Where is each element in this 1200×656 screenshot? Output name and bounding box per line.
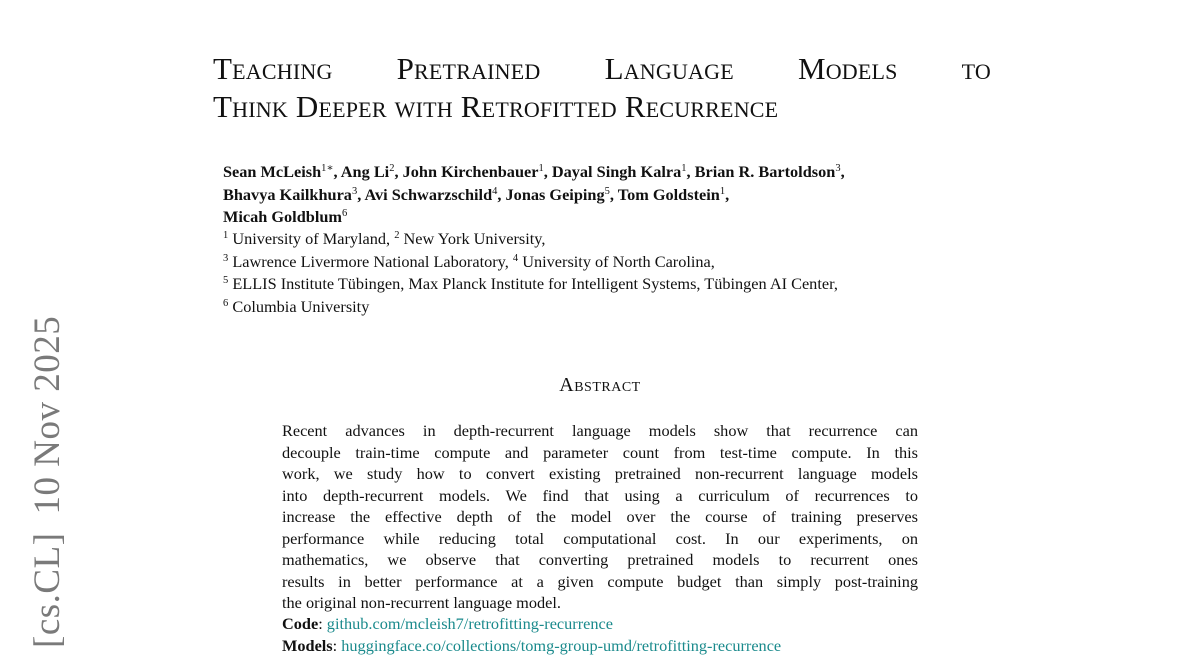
author-name: Dayal Singh Kalra <box>552 162 681 181</box>
author-name: John Kirchenbauer <box>403 162 539 181</box>
affiliation-line <box>223 296 1003 319</box>
affil-mark: 1 <box>223 230 228 241</box>
affiliation: University of North Carolina, <box>522 252 715 271</box>
author-affil-mark: 6 <box>342 208 347 219</box>
abstract-line: performance while reducing total computational cost. In our experiments, on <box>282 528 918 550</box>
author-name: Micah Goldblum <box>223 207 342 226</box>
author-affil-mark: 1 <box>538 163 543 174</box>
abstract-line: into depth-recurrent models. We find that using a curriculum of recurrences to <box>282 485 918 507</box>
code-label: Code <box>282 614 318 633</box>
affiliation: ELLIS Institute Tübingen, Max Planck Institute for Intelligent Systems, Tübingen AI Center, <box>232 274 838 293</box>
author-name: Tom Goldstein <box>618 185 720 204</box>
abstract-line: decouple train-time compute and parameter count from test-time compute. In this <box>282 442 918 464</box>
author-name: Bhavya Kailkhura <box>223 185 352 204</box>
models-label: Models <box>282 636 333 655</box>
arxiv-date: 10 Nov 2025 <box>24 316 72 515</box>
paper-title <box>213 50 991 126</box>
affiliation: University of Maryland, <box>232 229 390 248</box>
author-affil-mark: 5 <box>605 186 610 197</box>
affil-mark: 2 <box>394 230 399 241</box>
affiliation: Lawrence Livermore National Laboratory, <box>232 252 509 271</box>
affil-mark: 4 <box>513 253 518 264</box>
author-name: Sean McLeish <box>223 162 321 181</box>
affiliation: New York University, <box>404 229 546 248</box>
affil-mark: 5 <box>223 275 228 286</box>
abstract-line: mathematics, we observe that converting pretrained models to recurrent ones <box>282 549 918 571</box>
author-name: Jonas Geiping <box>506 185 605 204</box>
affiliation-line <box>223 251 1003 274</box>
models-link-row: Models: huggingface.co/collections/tomg-group-umd/retrofitting-recurrence <box>282 635 982 656</box>
arxiv-side-stamp <box>24 318 72 648</box>
arxiv-category: [cs.CL] <box>24 533 72 649</box>
abstract-line: work, we study how to convert existing pretrained non-recurrent language models <box>282 463 918 485</box>
abstract-body <box>282 420 918 614</box>
author-affil-mark: 1 <box>681 163 686 174</box>
models-link[interactable]: huggingface.co/collections/tomg-group-umd/retrofitting-recurrence <box>341 636 781 655</box>
author-list: Sean McLeish$^{1∗}$, Ang Li$^2$, John Kirchenbauer$^1$, Dayal Singh Kalra$^1$, Brian R. Bartoldson$^3$, Bhavya Kailkhura$^3$, Avi Schwarzschild$^4$, Jonas Geiping$^5$, Tom Goldstein$^1$, Micah Goldblum$^6$ <box>223 161 1003 229</box>
author-affil-mark: 1∗ <box>321 163 333 174</box>
author-affil-mark: 3 <box>835 163 840 174</box>
code-link-row: Code: github.com/mcleish7/retrofitting-recurrence <box>282 613 982 635</box>
abstract-line: results in better performance at a given compute budget than simply post-training <box>282 571 918 593</box>
affiliation: Columbia University <box>232 297 369 316</box>
author-affil-mark: 3 <box>352 186 357 197</box>
affiliation-line <box>223 273 1003 296</box>
author-affil-mark: 2 <box>389 163 394 174</box>
title-line-2: Think Deeper with Retrofitted Recurrence <box>213 88 991 126</box>
affil-mark: 6 <box>223 298 228 309</box>
author-affil-mark: 4 <box>492 186 497 197</box>
resource-links <box>282 613 982 656</box>
author-name: Ang Li <box>341 162 389 181</box>
affil-mark: 3 <box>223 253 228 264</box>
abstract-heading: Abstract <box>0 374 1200 397</box>
affiliation-line <box>223 228 1003 251</box>
code-link[interactable]: github.com/mcleish7/retrofitting-recurrence <box>327 614 613 633</box>
author-name: Avi Schwarzschild <box>364 185 492 204</box>
affiliation-list <box>223 228 1003 318</box>
author-name: Brian R. Bartoldson <box>695 162 836 181</box>
abstract-line: Recent advances in depth-recurrent language models show that recurrence can <box>282 420 918 442</box>
title-line-1: Teaching Pretrained Language Models to <box>213 50 991 88</box>
abstract-line: the original non-recurrent language model. <box>282 592 918 614</box>
author-affil-mark: 1 <box>720 186 725 197</box>
abstract-line: increase the effective depth of the model over the course of training preserves <box>282 506 918 528</box>
